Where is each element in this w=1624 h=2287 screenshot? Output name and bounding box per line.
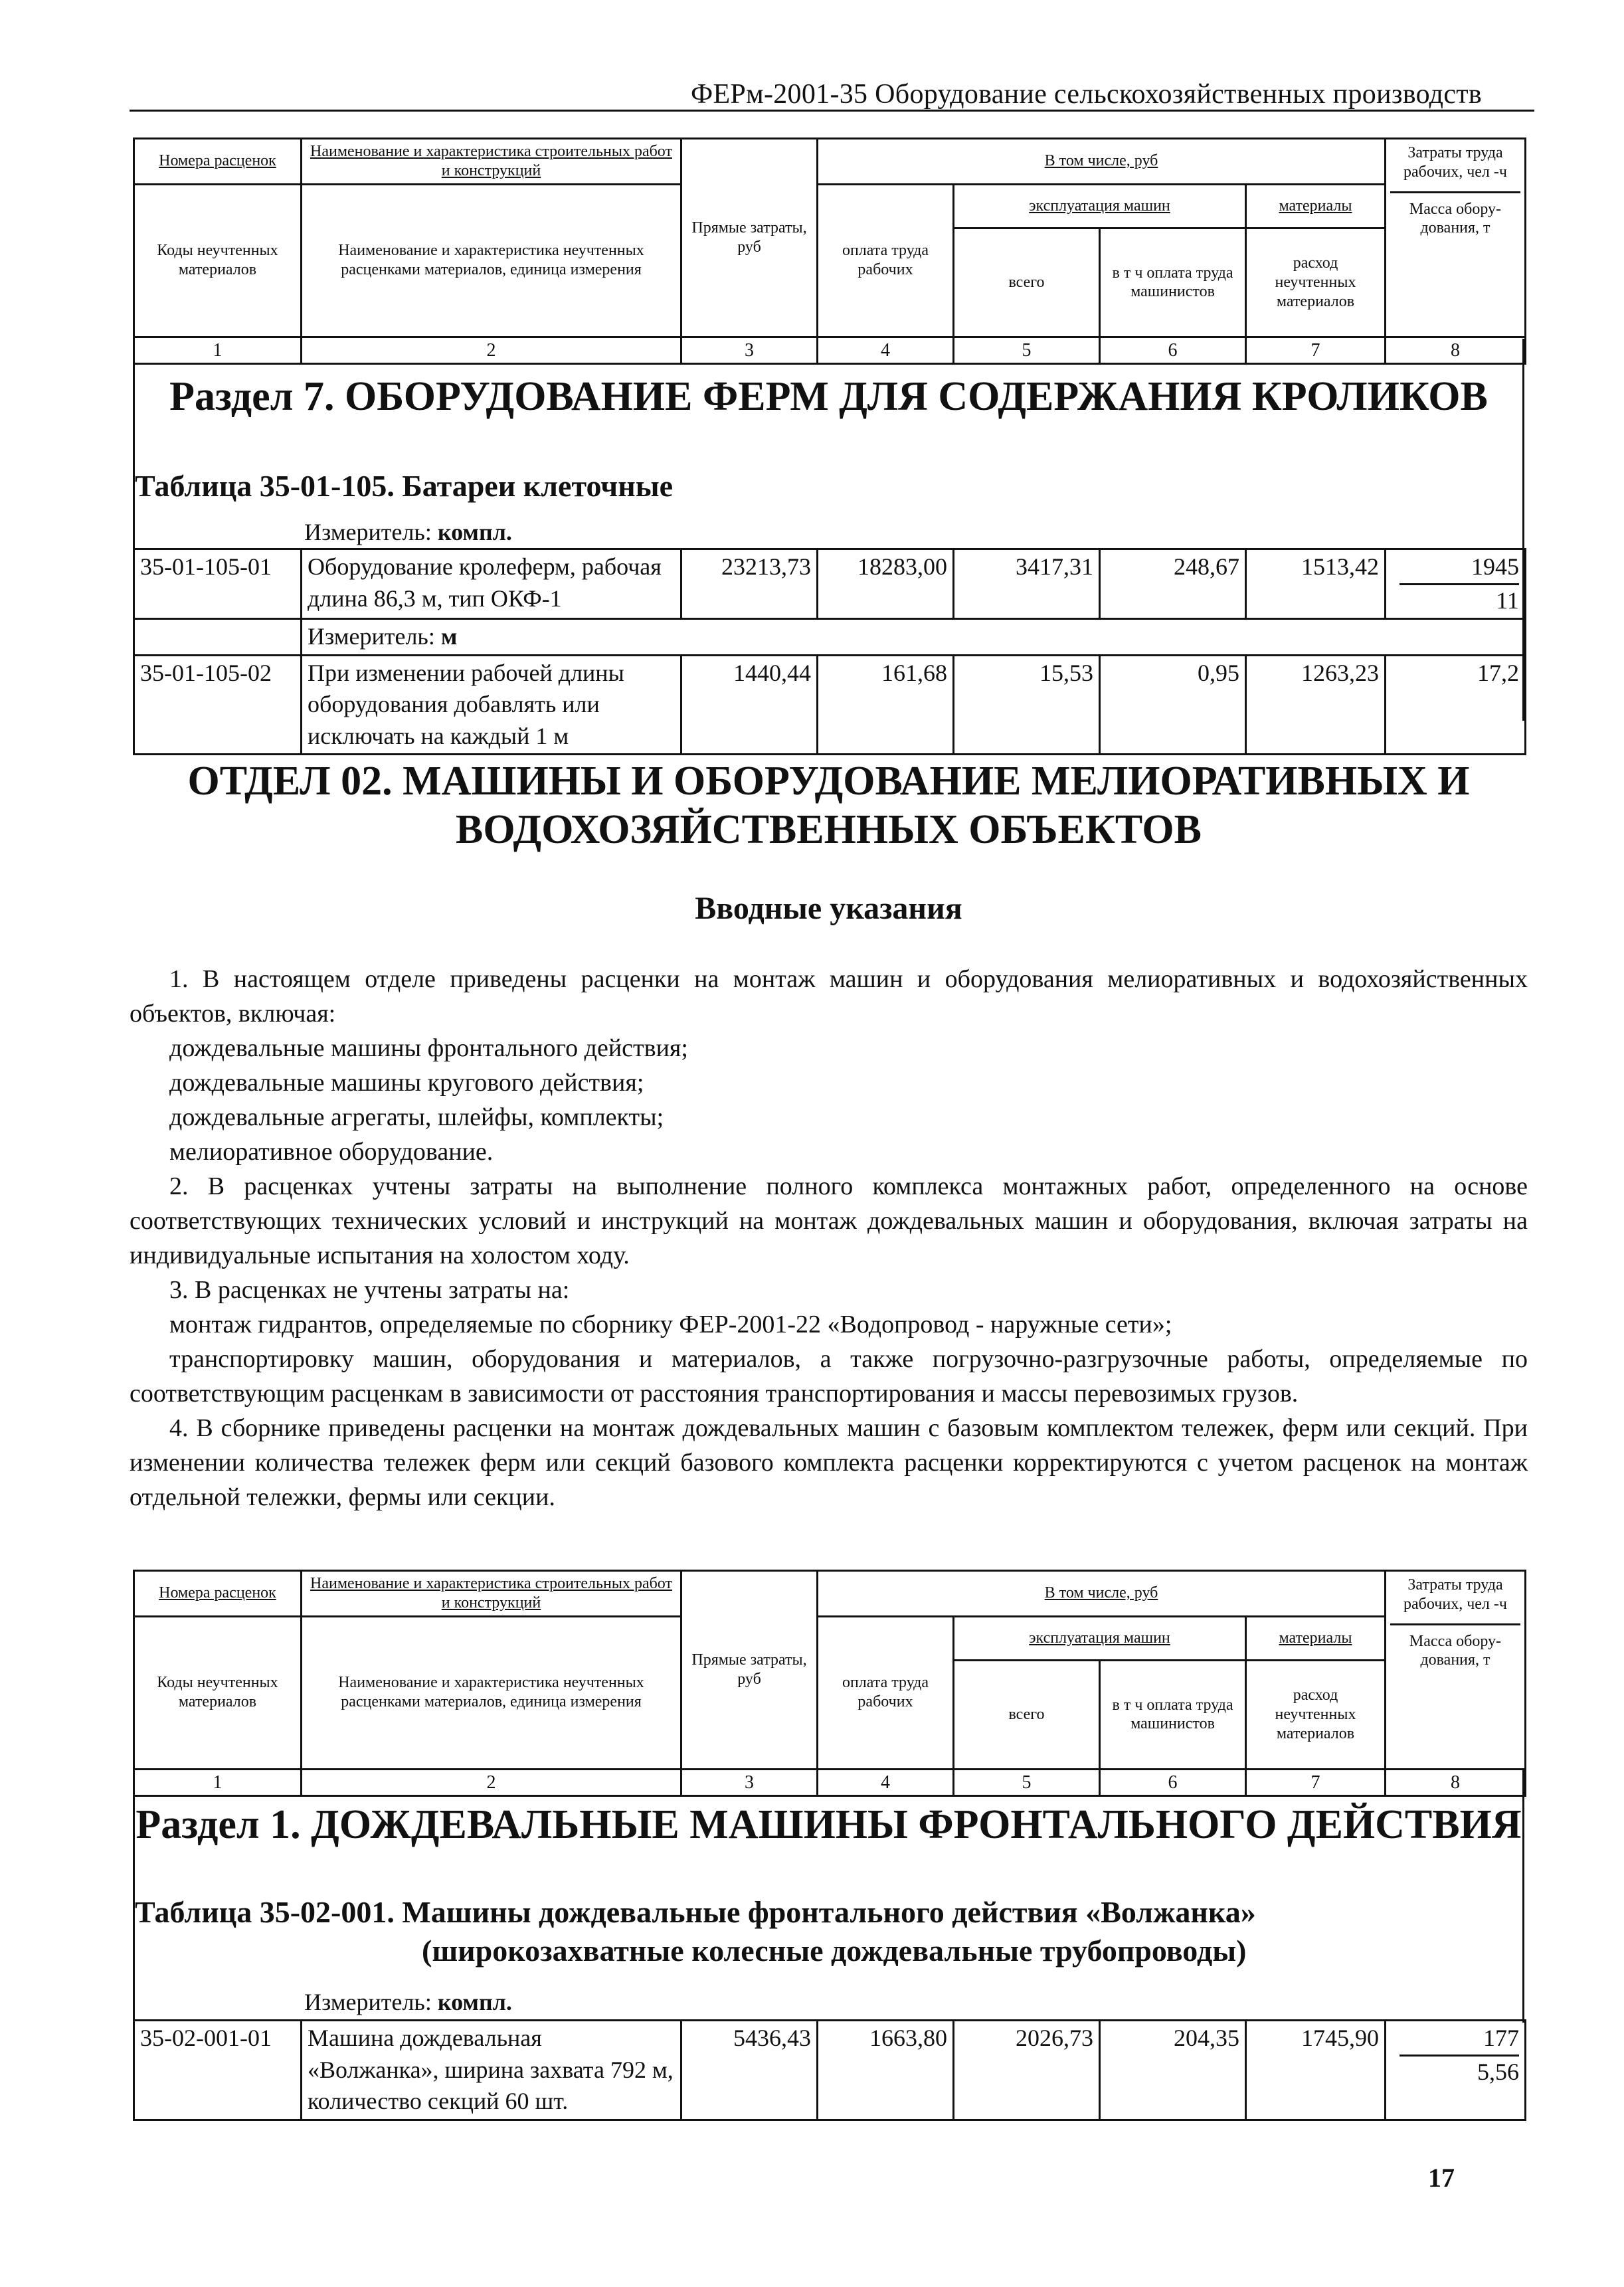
- list-item: транспортировку машин, оборудования и материалов, а также погрузочно-разгрузочные работы, определяемые по соответствующим расценкам в зависимости от расстояния транспортирования и массы перевозимых грузов.: [130, 1345, 1528, 1408]
- row-labor: 161,68: [818, 655, 954, 755]
- row-code: 35-01-105-02: [134, 655, 302, 755]
- equipment-mass: 11: [1496, 587, 1519, 614]
- list-item: монтаж гидрантов, определяемые по сборнику ФЕР-2001-22 «Водопровод - наружные сети»;: [169, 1311, 1172, 1338]
- hdr-materials: материалы: [1246, 1616, 1386, 1661]
- hdr-machines: эксплуатация машин: [954, 184, 1246, 229]
- measure-row: [134, 619, 1526, 656]
- row-mach-labor: 248,67: [1100, 549, 1246, 619]
- measure-label: Измеритель:: [304, 1989, 432, 2015]
- hdr-num: 7: [1246, 1769, 1386, 1796]
- hdr-col5: всего: [954, 229, 1100, 337]
- measure-unit: компл.: [437, 519, 512, 545]
- row-materials: 1263,23: [1246, 655, 1386, 755]
- hdr-num: 6: [1100, 1769, 1246, 1796]
- department-title-line1: ОТДЕЛ 02. МАШИНЫ И ОБОРУДОВАНИЕ МЕЛИОРАТИВНЫХ И: [187, 759, 1470, 804]
- row-mach-total: 2026,73: [954, 2021, 1100, 2120]
- fraction: [1399, 551, 1519, 616]
- hdr-col7: расход неучтенных материалов: [1246, 1661, 1386, 1769]
- hdr-col8: [1386, 139, 1526, 337]
- row-mach-labor: 204,35: [1100, 2021, 1246, 2120]
- hdr-col1-bottom: Коды неучтенных материалов: [134, 184, 302, 337]
- intro-title: Вводные указания: [695, 891, 962, 926]
- hdr-num: 8: [1386, 1769, 1526, 1796]
- row-work: 17,2: [1386, 655, 1526, 755]
- row-name: Оборудование кролеферм, рабочая длина 86,3 м, тип ОКФ-1: [302, 549, 681, 619]
- hdr-col4: оплата труда рабочих: [818, 1616, 954, 1769]
- hdr-col7: расход неучтенных материалов: [1246, 229, 1386, 337]
- table-row: [134, 2021, 1526, 2120]
- row-work: [1386, 549, 1526, 619]
- row-name: Машина дождевальная «Волжанка», ширина захвата 792 м, количество секций 60 шт.: [302, 2021, 681, 2120]
- hdr-col1-top: Номера расценок: [134, 1571, 302, 1617]
- hdr-col6: в т ч оплата труда машинистов: [1100, 1661, 1246, 1769]
- hdr-num: 1: [134, 1769, 302, 1796]
- hdr-col2-top: Наименование и характеристика строительных работ и конструкций: [302, 1571, 681, 1617]
- hdr-num: 1: [134, 337, 302, 364]
- running-header: ФЕРм-2001-35 Оборудование сельскохозяйственных производств: [691, 79, 1483, 110]
- section1-measure: [304, 1988, 512, 2016]
- hdr-num: 8: [1386, 337, 1526, 364]
- work-labor: 1945: [1399, 551, 1519, 585]
- department-title-line2: ВОДОХОЗЯЙСТВЕННЫХ ОБЪЕКТОВ: [456, 807, 1202, 853]
- table-row: [134, 655, 1526, 755]
- hdr-col5: всего: [954, 1661, 1100, 1769]
- hdr-col6: в т ч оплата труда машинистов: [1100, 229, 1246, 337]
- section1-table-title-line1: Таблица 35-02-001. Машины дождевальные фронтального действия «Волжанка»: [135, 1895, 1256, 1929]
- list-item: мелиоративное оборудование.: [169, 1138, 494, 1166]
- hdr-num: 4: [818, 1769, 954, 1796]
- row-direct: 1440,44: [681, 655, 818, 755]
- list-item: дождевальные машины фронтального действия;: [169, 1034, 688, 1062]
- row-direct: 23213,73: [681, 549, 818, 619]
- hdr-col4: оплата труда рабочих: [818, 184, 954, 337]
- hdr-col8-top: Затраты труда рабочих, чел -ч: [1403, 1576, 1507, 1613]
- hdr-num: 6: [1100, 337, 1246, 364]
- section7-title: Раздел 7. ОБОРУДОВАНИЕ ФЕРМ ДЛЯ СОДЕРЖАНИЯ КРОЛИКОВ: [169, 374, 1488, 419]
- hdr-col1-top: Номера расценок: [134, 139, 302, 185]
- hdr-col3: Прямые затраты, руб: [681, 139, 818, 337]
- section1-title: Раздел 1. ДОЖДЕВАЛЬНЫЕ МАШИНЫ ФРОНТАЛЬНОГО ДЕЙСТВИЯ: [135, 1802, 1522, 1847]
- fraction: [1399, 2023, 1519, 2088]
- hdr-num: 3: [681, 337, 818, 364]
- hdr-col3: Прямые затраты, руб: [681, 1571, 818, 1770]
- measure-empty: [134, 619, 302, 656]
- measure-unit: компл.: [437, 1989, 512, 2015]
- hdr-incl: В том числе, руб: [818, 139, 1386, 185]
- measure-unit: м: [440, 623, 458, 650]
- hdr-col8: [1386, 1571, 1526, 1770]
- hdr-col8-top: Затраты труда рабочих, чел -ч: [1403, 144, 1507, 181]
- hdr-num: 5: [954, 337, 1100, 364]
- table-header-1: [133, 137, 1526, 365]
- intro-paragraph-1: 1. В настоящем отделе приведены расценки на монтаж машин и оборудования мелиоративных и водохозяйственных объектов, включая:: [130, 965, 1528, 1028]
- section7-table: [133, 548, 1526, 755]
- section7-measure1: [304, 518, 512, 546]
- hdr-num: 3: [681, 1769, 818, 1796]
- row-materials: 1745,90: [1246, 2021, 1386, 2120]
- department-title: [133, 757, 1524, 854]
- table-header-2: [133, 1570, 1526, 1797]
- page-number: 17: [1428, 2163, 1455, 2193]
- measure-label: Измеритель:: [308, 623, 435, 650]
- row-mach-total: 3417,31: [954, 549, 1100, 619]
- hdr-col8-bottom: Масса обору-дования, т: [1409, 1632, 1502, 1669]
- hdr-num: 4: [818, 337, 954, 364]
- hdr-col2-top: Наименование и характеристика строительных работ и конструкций: [302, 139, 681, 185]
- row-mach-total: 15,53: [954, 655, 1100, 755]
- hdr-col1-bottom: Коды неучтенных материалов: [134, 1616, 302, 1769]
- hdr-col2-bottom: Наименование и характеристика неучтенных расценками материалов, единица измерения: [302, 1616, 681, 1769]
- intro-text: [130, 962, 1528, 1514]
- hdr-incl: В том числе, руб: [818, 1571, 1386, 1617]
- hdr-machines: эксплуатация машин: [954, 1616, 1246, 1661]
- intro-paragraph-4: 4. В сборнике приведены расценки на монтаж дождевальных машин с базовым комплектом тележек, ферм или секций. При изменении количества тележек ферм или секций базового комплекта расценки корректируются с учетом расценок на монтаж отдельной тележки, фермы или секции.: [130, 1414, 1528, 1511]
- row-code: 35-01-105-01: [134, 549, 302, 619]
- intro-paragraph-2: 2. В расценках учтены затраты на выполнение полного комплекса монтажных работ, определенного на основе соответствующих технических условий и инструкций на монтаж дождевальных машин и оборудования, включая затраты на индивидуальные испытания на холостом ходу.: [130, 1172, 1528, 1269]
- hdr-num: 7: [1246, 337, 1386, 364]
- intro-paragraph-3: 3. В расценках не учтены затраты на:: [169, 1276, 570, 1304]
- list-item: дождевальные агрегаты, шлейфы, комплекты;: [169, 1103, 664, 1131]
- section1-table: [133, 2019, 1526, 2121]
- section7-table-title: Таблица 35-01-105. Батареи клеточные: [135, 469, 674, 503]
- hdr-col8-bottom: Масса обору-дования, т: [1409, 200, 1502, 237]
- equipment-mass: 5,56: [1477, 2058, 1519, 2085]
- header-rule: [130, 110, 1534, 112]
- hdr-col8-divider: [1390, 191, 1520, 193]
- work-labor: 177: [1399, 2023, 1519, 2057]
- hdr-num: 2: [302, 1769, 681, 1796]
- list-item: дождевальные машины кругового действия;: [169, 1069, 644, 1097]
- row-direct: 5436,43: [681, 2021, 818, 2120]
- row-work: [1386, 2021, 1526, 2120]
- hdr-col8-divider: [1390, 1623, 1520, 1625]
- section1-table-title-line2: (широкозахватные колесные дождевальные трубопроводы): [422, 1934, 1247, 1967]
- row-code: 35-02-001-01: [134, 2021, 302, 2120]
- row-name: При изменении рабочей длины оборудования добавлять или исключать на каждый 1 м: [302, 655, 681, 755]
- table-row: [134, 549, 1526, 619]
- row-labor: 1663,80: [818, 2021, 954, 2120]
- hdr-num: 5: [954, 1769, 1100, 1796]
- hdr-col2-bottom: Наименование и характеристика неучтенных расценками материалов, единица измерения: [302, 184, 681, 337]
- section7-measure2: [302, 619, 1526, 656]
- measure-label: Измеритель:: [304, 519, 432, 545]
- hdr-materials: материалы: [1246, 184, 1386, 229]
- row-labor: 18283,00: [818, 549, 954, 619]
- row-mach-labor: 0,95: [1100, 655, 1246, 755]
- hdr-num: 2: [302, 337, 681, 364]
- row-materials: 1513,42: [1246, 549, 1386, 619]
